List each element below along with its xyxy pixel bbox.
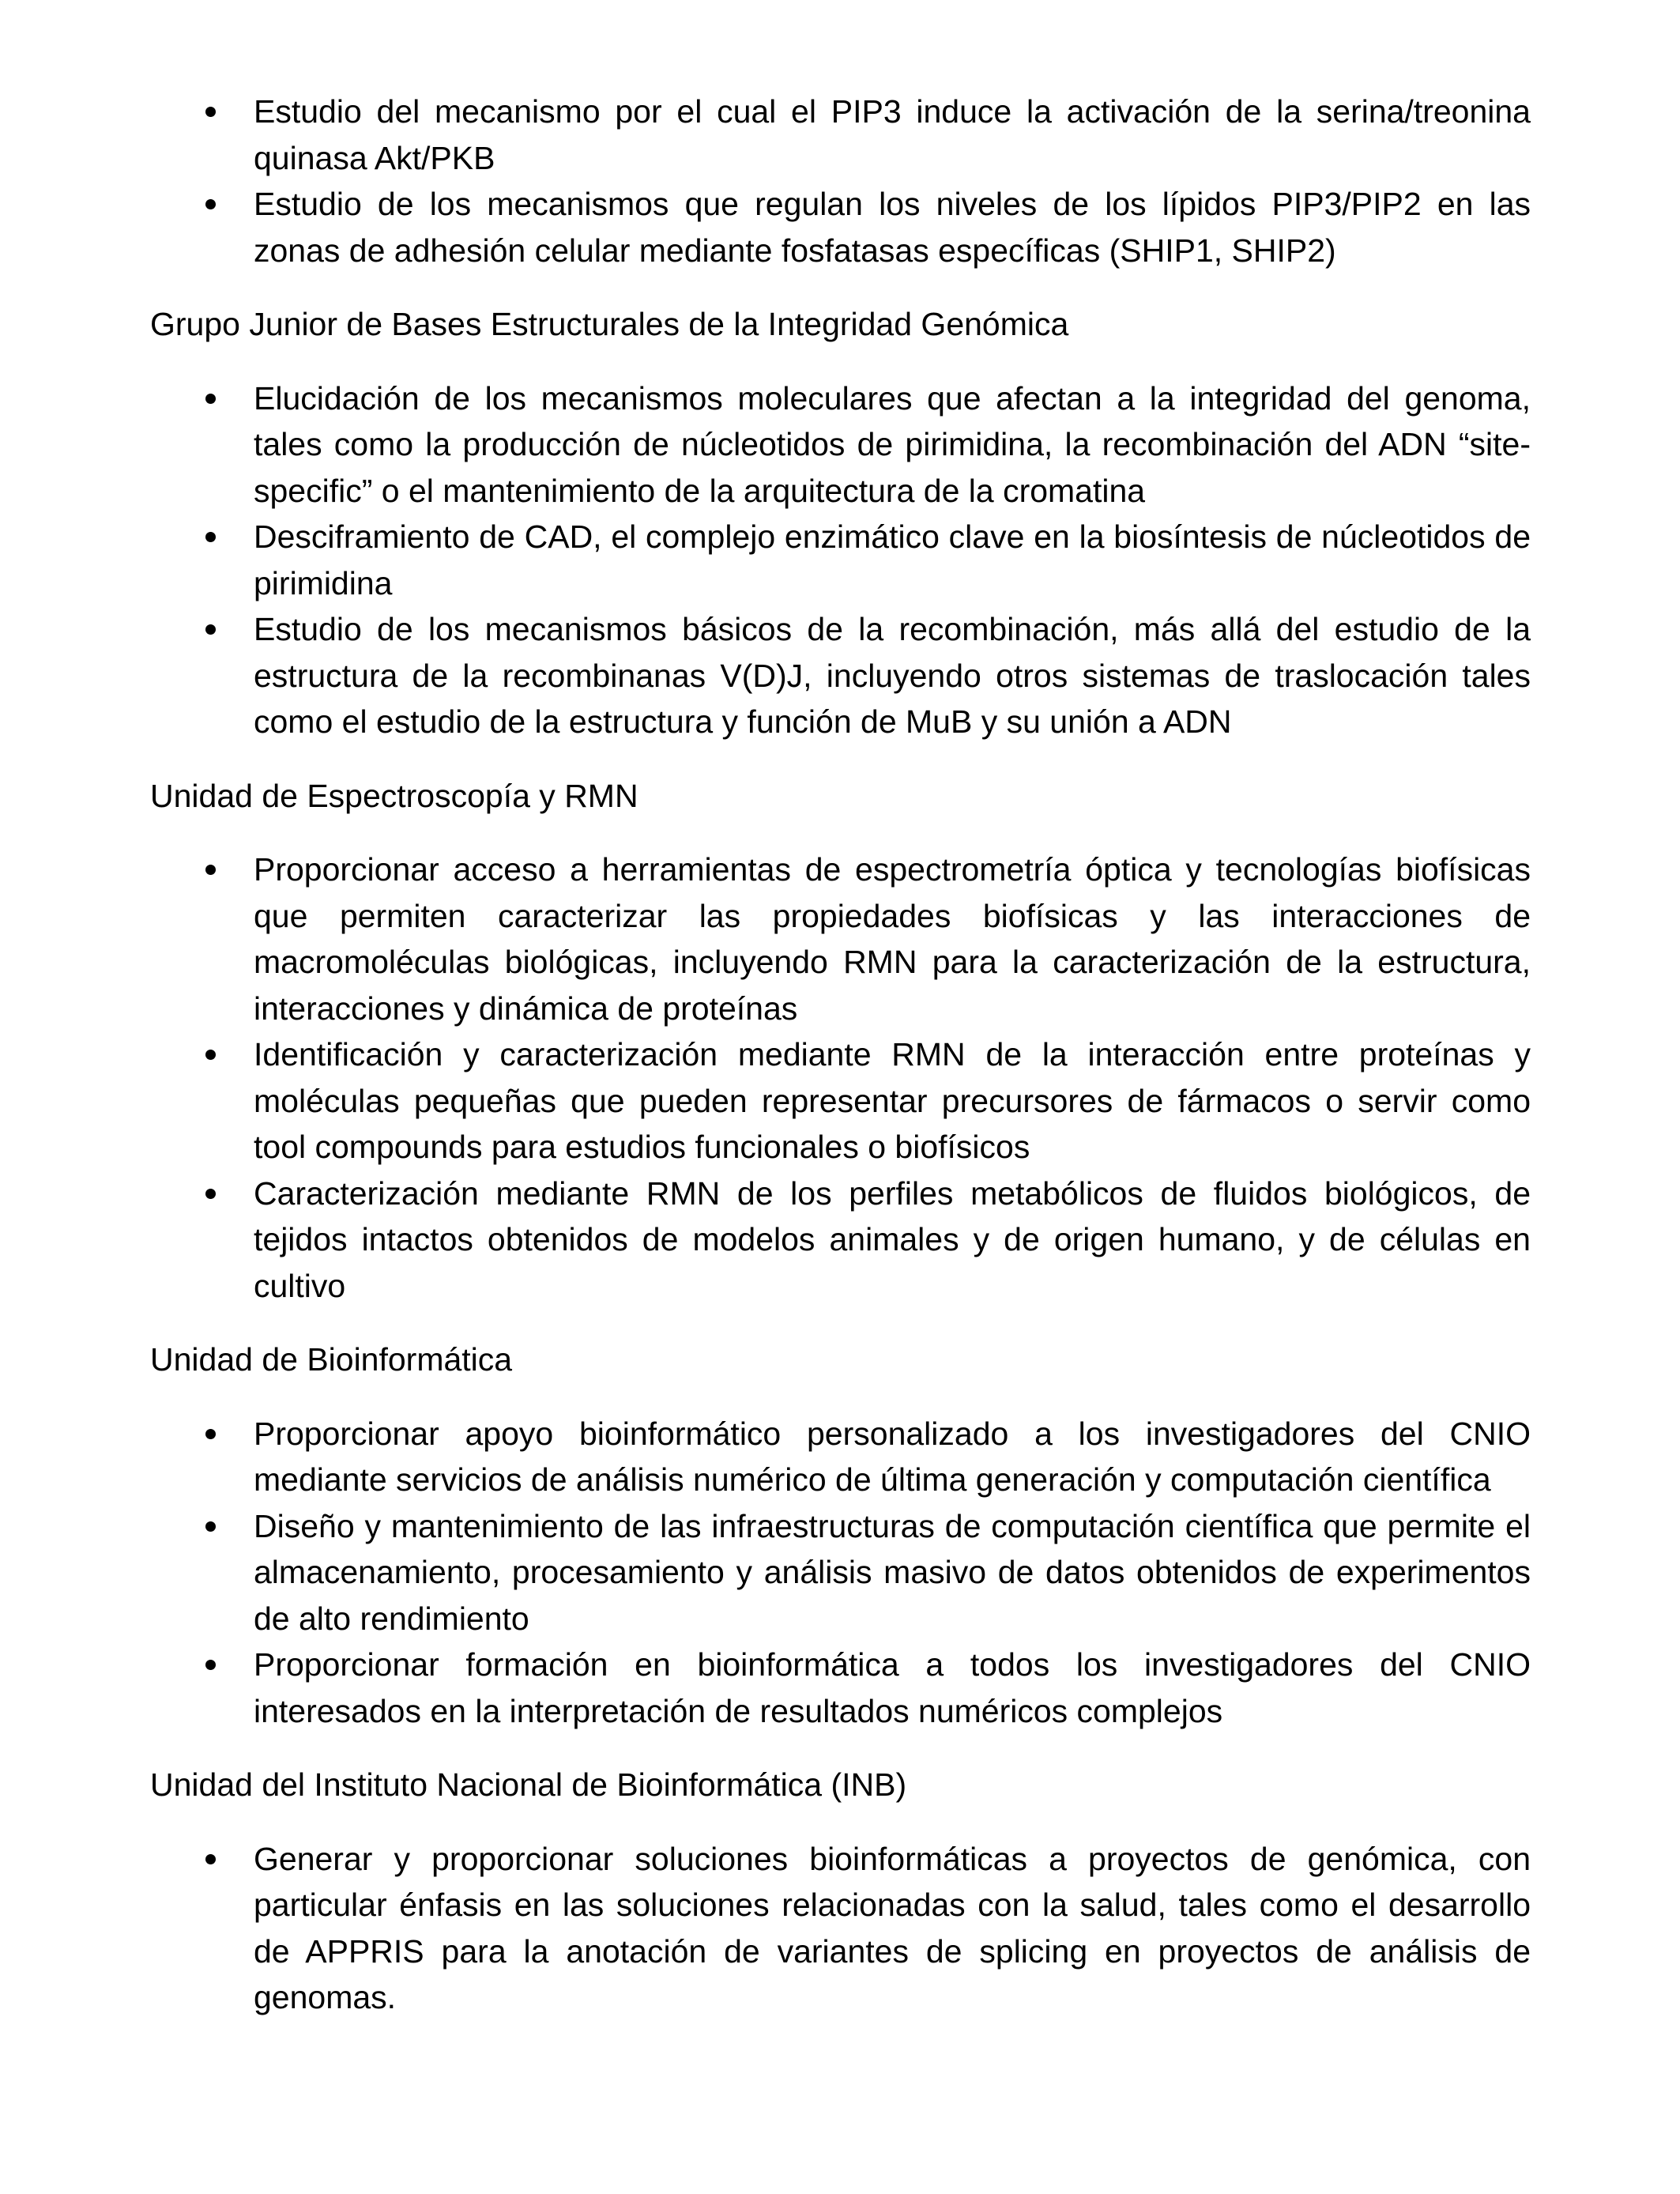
bullet-icon xyxy=(205,1429,216,1439)
list-item-text: Proporcionar formación en bioinformática a todos los investigadores del CNIO interesados en la interpretación de resultados numéricos complejos xyxy=(254,1646,1531,1729)
bullet-icon xyxy=(205,1050,216,1060)
bullet-icon xyxy=(205,1854,216,1864)
document-body xyxy=(150,89,1531,2021)
bullet-icon xyxy=(205,107,216,117)
list-item-text: Caracterización mediante RMN de los perfiles metabólicos de fluidos biológicos, de tejidos intactos obtenidos de modelos animales y de origen humano, y de células en cultivo xyxy=(254,1174,1531,1304)
list-item-text: Estudio del mecanismo por el cual el PIP3 induce la activación de la serina/treonina quinasa Akt/PKB xyxy=(254,93,1531,176)
list-item-text: Generar y proporcionar soluciones bioinformáticas a proyectos de genómica, con particular énfasis en las soluciones relacionadas con la salud, tales como el desarrollo de APPRIS para la anotación de variantes de splicing en proyectos de análisis de genomas. xyxy=(254,1840,1531,2015)
list-item xyxy=(150,1171,1531,1310)
bullet-icon xyxy=(205,199,216,209)
intro-bullet-list xyxy=(150,89,1531,273)
list-item xyxy=(150,846,1531,1031)
section-heading: Grupo Junior de Bases Estructurales de la Integridad Genómica xyxy=(150,306,1069,342)
list-item xyxy=(150,606,1531,745)
list-item-text: Proporcionar apoyo bioinformático personalizado a los investigadores del CNIO mediante servicios de análisis numérico de última generación y computación científica xyxy=(254,1415,1531,1498)
section-heading: Unidad del Instituto Nacional de Bioinformática (INB) xyxy=(150,1766,907,1803)
bullet-icon xyxy=(205,1660,216,1670)
bullet-icon xyxy=(205,1189,216,1199)
list-item xyxy=(150,1503,1531,1642)
list-item-text: Estudio de los mecanismos que regulan los niveles de los lípidos PIP3/PIP2 en las zonas de adhesión celular mediante fosfatasas específicas (SHIP1, SHIP2) xyxy=(254,186,1531,269)
section-heading: Unidad de Bioinformática xyxy=(150,1341,513,1378)
bullet-icon xyxy=(205,532,216,542)
section-bullet-list xyxy=(150,1411,1531,1735)
list-item-text: Elucidación de los mecanismos moleculares que afectan a la integridad del genoma, tales como la producción de núcleotidos de pirimidina, la recombinación del ADN “site-specific” o el mantenimiento de la arquitectura de la cromatina xyxy=(254,379,1531,509)
list-item xyxy=(150,181,1531,273)
list-item-text: Proporcionar acceso a herramientas de espectrometría óptica y tecnologías biofísicas que permiten caracterizar las propiedades biofísicas y las interacciones de macromoléculas biológicas, incluyendo RMN para la caracterización de la estructura, interacciones y dinámica de proteínas xyxy=(254,851,1531,1027)
list-item-text: Diseño y mantenimiento de las infraestructuras de computación científica que permite el almacenamiento, procesamiento y análisis masivo de datos obtenidos de experimentos de alto rendimiento xyxy=(254,1507,1531,1637)
list-item xyxy=(150,514,1531,606)
list-item-text: Identificación y caracterización mediante RMN de la interacción entre proteínas y moléculas pequeñas que pueden representar precursores de fármacos o servir como tool compounds para estudios funcionales o biofísicos xyxy=(254,1036,1531,1165)
section-heading: Unidad de Espectroscopía y RMN xyxy=(150,777,638,814)
list-item-text: Estudio de los mecanismos básicos de la recombinación, más allá del estudio de la estructura de la recombinanas V(D)J, incluyendo otros sistemas de traslocación tales como el estudio de la estructura y función de MuB y su unión a ADN xyxy=(254,611,1531,740)
list-item xyxy=(150,1836,1531,2021)
section-bullet-list xyxy=(150,846,1531,1309)
list-item xyxy=(150,1642,1531,1734)
bullet-icon xyxy=(205,394,216,404)
bullet-icon xyxy=(205,624,216,635)
list-item xyxy=(150,1411,1531,1503)
list-item-text: Desciframiento de CAD, el complejo enzimático clave en la biosíntesis de núcleotidos de pirimidina xyxy=(254,518,1531,601)
list-item xyxy=(150,1031,1531,1171)
bullet-icon xyxy=(205,1521,216,1532)
list-item xyxy=(150,375,1531,515)
section-bullet-list xyxy=(150,1836,1531,2021)
section-bullet-list xyxy=(150,375,1531,745)
list-item xyxy=(150,89,1531,181)
bullet-icon xyxy=(205,865,216,875)
